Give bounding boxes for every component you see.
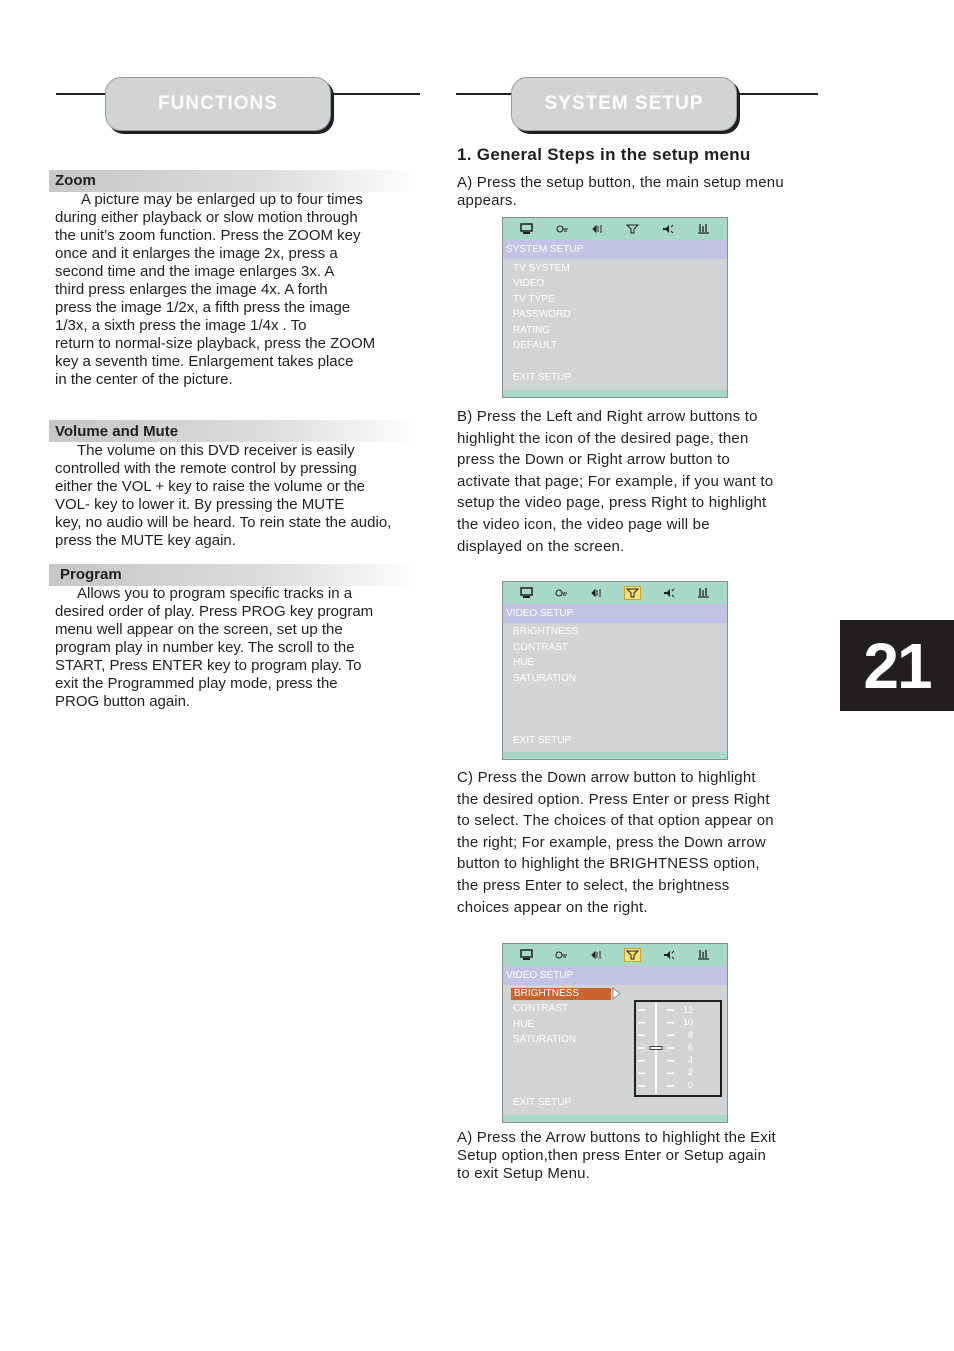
step-c-line: choices appear on the right. <box>457 898 648 916</box>
menu-bottom-bar <box>503 752 727 759</box>
scale-label: 12 <box>682 1005 693 1015</box>
program-line: exit the Programmed play mode, press the <box>55 675 338 692</box>
menu-icon-bar <box>503 944 727 966</box>
volume-line: either the VOL + key to raise the volume or the <box>55 478 366 495</box>
scale-label: 6 <box>687 1042 693 1052</box>
exit-setup-option[interactable]: EXIT SETUP <box>513 1097 572 1108</box>
exit-step-text <box>457 1129 827 1183</box>
speaker-icon <box>661 223 675 235</box>
zoom-title: Zoom <box>55 172 96 189</box>
menu-option[interactable]: HUE <box>513 657 535 668</box>
brightness-slider-knob <box>650 1047 662 1050</box>
menu-option[interactable]: DEFAULT <box>513 340 558 351</box>
zoom-line: key a seventh time. Enlargement takes place <box>55 353 354 370</box>
video-icon <box>624 586 641 600</box>
zoom-line: in the center of the picture. <box>55 371 233 388</box>
video-icon <box>626 223 640 235</box>
menu-option[interactable]: SATURATION <box>513 1034 576 1045</box>
zoom-paragraph <box>55 191 427 389</box>
step-c-line: to select. The choices of that option appear on <box>457 812 774 830</box>
step-b-line: press the Down or Right arrow button to <box>457 451 730 469</box>
step-c-line: the press Enter to select, the brightness <box>457 876 730 894</box>
exit-step-line: Setup option,then press Enter or Setup again <box>457 1147 767 1164</box>
setup-steps-heading: 1. General Steps in the setup menu <box>457 145 751 164</box>
step-c-line: C) Press the Down arrow button to highlight <box>457 769 756 786</box>
menu-option[interactable]: CONTRAST <box>513 642 568 653</box>
zoom-line: return to normal-size playback, press the ZOOM <box>55 335 376 352</box>
zoom-line: once and it enlarges the image 2x, press a <box>55 245 338 262</box>
menu-option[interactable]: BRIGHTNESS <box>513 626 579 637</box>
menu-icon-bar <box>503 218 727 240</box>
program-line: START, Press ENTER key to program play. To <box>55 657 362 674</box>
program-line: PROG button again. <box>55 693 191 710</box>
language-icon <box>555 223 569 235</box>
audio-icon <box>589 949 603 961</box>
preference-icon <box>697 587 711 599</box>
program-paragraph <box>55 585 423 711</box>
volume-paragraph <box>55 442 435 550</box>
menu-option[interactable]: TV SYSTEM <box>513 263 570 274</box>
step-b-line: highlight the icon of the desired page, then <box>457 429 749 447</box>
language-icon <box>554 587 568 599</box>
tv-system-icon <box>519 949 533 961</box>
volume-line: controlled with the remote control by pressing <box>55 460 357 477</box>
program-line: program play in number key. The scroll to the <box>55 639 355 656</box>
volume-line: key, no audio will be heard. To rein state the audio, <box>55 514 392 531</box>
menu-option[interactable]: HUE <box>513 1019 535 1030</box>
menu-bottom-bar <box>503 390 727 397</box>
volume-line: press the MUTE key again. <box>55 532 236 549</box>
step-a-line: appears. <box>457 192 517 209</box>
video-icon <box>624 948 641 962</box>
brightness-scale[interactable] <box>634 1000 722 1097</box>
scale-label: 4 <box>687 1055 693 1065</box>
audio-icon <box>590 223 604 235</box>
scale-label: 0 <box>687 1080 693 1090</box>
brightness-scale-graphic <box>636 1002 720 1095</box>
menu-option[interactable]: SATURATION <box>513 673 576 684</box>
menu-option-highlighted[interactable]: BRIGHTNESS <box>511 988 611 1000</box>
zoom-line: A picture may be enlarged up to four times <box>81 191 363 208</box>
scale-label: 2 <box>687 1067 693 1077</box>
program-title: Program <box>60 566 122 583</box>
program-line: menu well appear on the screen, set up the <box>55 621 343 638</box>
brightness-menu-screenshot <box>502 943 728 1123</box>
step-c-line: the desired option. Press Enter or press Right <box>457 790 770 808</box>
system-setup-header <box>511 77 737 131</box>
volume-line: VOL- key to lower it. By pressing the MUTE <box>55 496 345 513</box>
menu-option[interactable]: RATING <box>513 325 551 336</box>
step-b-line: the video icon, the video page will be <box>457 515 710 533</box>
exit-setup-option[interactable]: EXIT SETUP <box>513 735 572 746</box>
right-arrow-icon <box>612 987 621 1005</box>
exit-step-line: to exit Setup Menu. <box>457 1165 591 1182</box>
volume-title: Volume and Mute <box>55 423 179 440</box>
step-c-line: the right; For example, press the Down arrow <box>457 833 766 851</box>
step-b-line: displayed on the screen. <box>457 537 625 555</box>
program-line: Allows you to program specific tracks in a <box>77 585 353 602</box>
step-c-text <box>457 767 827 918</box>
menu-icon-bar <box>503 582 727 604</box>
step-b-line: setup the video page, press Right to highlight <box>457 494 767 512</box>
zoom-line: the unit's zoom function. Press the ZOOM key <box>55 227 361 244</box>
step-a-text <box>457 174 827 210</box>
zoom-line: third press enlarges the image 4x. A forth <box>55 281 328 298</box>
language-icon <box>554 949 568 961</box>
step-c-line: button to highlight the BRIGHTNESS option, <box>457 855 760 873</box>
exit-step-line: A) Press the Arrow buttons to highlight the Exit <box>457 1129 776 1146</box>
video-setup-menu-screenshot <box>502 581 728 760</box>
zoom-line: second time and the image enlarges 3x. A <box>55 263 335 280</box>
menu-option[interactable]: TV TYPE <box>513 294 555 305</box>
step-b-text <box>457 406 827 557</box>
zoom-line: 1/3x, a sixth press the image 1/4x . To <box>55 317 307 334</box>
system-setup-menu-screenshot <box>502 217 728 398</box>
exit-setup-option[interactable]: EXIT SETUP <box>513 372 572 383</box>
step-b-line: B) Press the Left and Right arrow buttons to <box>457 408 758 425</box>
step-b-line: activate that page; For example, if you want to <box>457 472 774 490</box>
volume-line: The volume on this DVD receiver is easily <box>77 442 355 459</box>
page-number: 21 <box>863 629 931 702</box>
scale-label: 8 <box>687 1030 693 1040</box>
speaker-icon <box>662 587 676 599</box>
menu-title-bar: VIDEO SETUP <box>503 966 727 985</box>
speaker-icon <box>662 949 676 961</box>
system-setup-header-label: SYSTEM SETUP <box>544 93 704 114</box>
preference-icon <box>697 949 711 961</box>
menu-title-bar: VIDEO SETUP <box>503 604 727 623</box>
functions-header <box>105 77 331 131</box>
menu-title-bar: SYSTEM SETUP <box>503 240 727 259</box>
page-number-tab <box>840 620 954 711</box>
step-a-line: A) Press the setup button, the main setup menu <box>457 174 784 191</box>
tv-system-icon <box>519 587 533 599</box>
scale-label: 10 <box>682 1017 693 1027</box>
menu-bottom-bar <box>503 1115 727 1122</box>
program-line: desired order of play. Press PROG key program <box>55 603 374 620</box>
functions-header-label: FUNCTIONS <box>158 93 278 114</box>
tv-system-icon <box>520 223 534 235</box>
zoom-line: press the image 1/2x, a fifth press the image <box>55 299 351 316</box>
menu-option[interactable]: CONTRAST <box>513 1003 568 1014</box>
preference-icon <box>696 223 710 235</box>
zoom-line: during either playback or slow motion through <box>55 209 358 226</box>
zoom-section-bar <box>49 170 419 192</box>
menu-option[interactable]: PASSWORD <box>513 309 571 320</box>
menu-option[interactable]: VIDEO <box>513 278 545 289</box>
audio-icon <box>589 587 603 599</box>
